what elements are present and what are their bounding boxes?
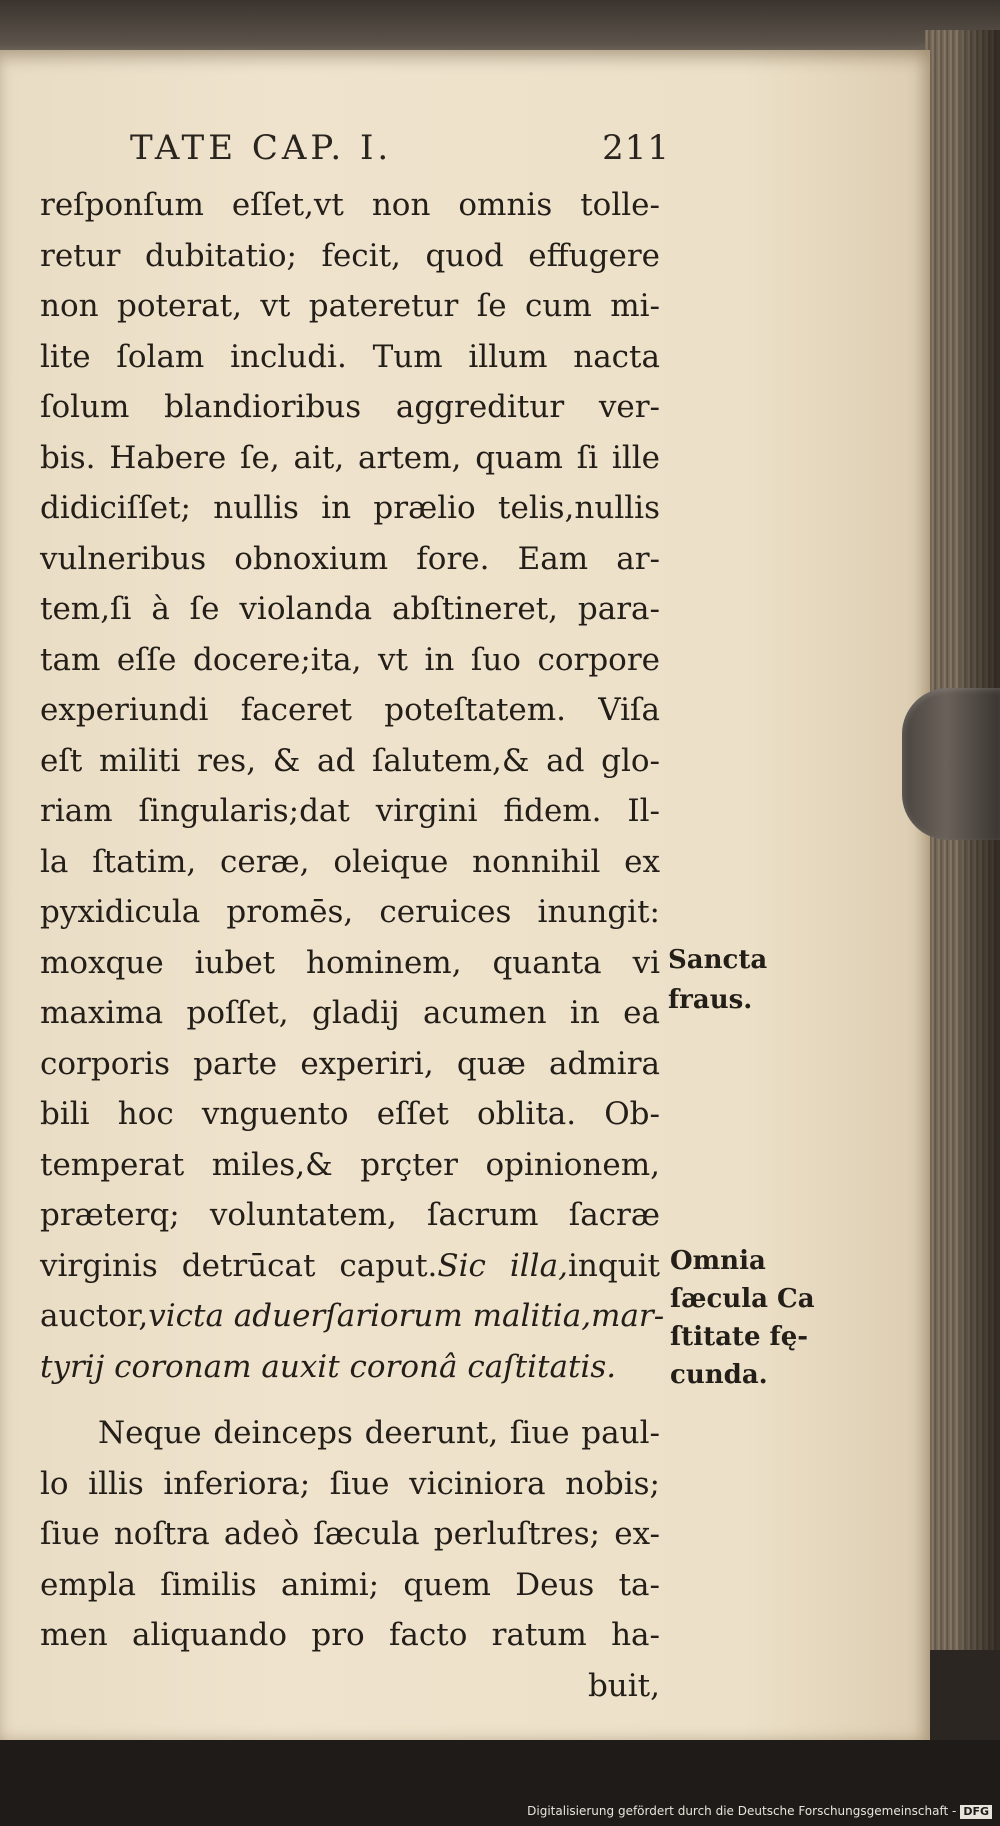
text-line: tem,ſi à ſe violanda abſtineret, para- bbox=[40, 591, 660, 627]
text-line: ſiue noſtra adeò ſæcula perluſtres; ex- bbox=[40, 1516, 660, 1552]
text-span: inquit bbox=[567, 1247, 660, 1284]
page-number: 211 bbox=[602, 128, 670, 168]
text-line: moxque iubet hominem, quanta vi bbox=[40, 944, 660, 981]
text-line: maxima poſſet, gladij acumen in ea bbox=[40, 995, 660, 1031]
page-edges-shadow bbox=[960, 30, 1000, 1650]
running-head-title: TATE CAP. I. bbox=[130, 128, 393, 168]
margin-note-line: cunda. bbox=[670, 1360, 768, 1390]
body-text bbox=[40, 180, 665, 1711]
margin-note-sancta-fraus bbox=[668, 940, 767, 1020]
credit-text: Digitalisierung gefördert durch die Deutsche Forschungsgemeinschaft - bbox=[527, 1804, 957, 1818]
text-line: retur dubitatio; fecit, quod effugere bbox=[40, 237, 660, 274]
margin-note-omnia-saecula bbox=[670, 1242, 815, 1394]
margin-note-line: ſæcula Ca bbox=[670, 1284, 815, 1314]
text-line: eſt militi res, & ad ſalutem,& ad glo- bbox=[40, 742, 660, 779]
text-line: corporis parte experiri, quæ admira bbox=[40, 1045, 660, 1082]
margin-note-line: Omnia bbox=[670, 1246, 766, 1276]
dfg-logo: DFG bbox=[960, 1805, 992, 1819]
running-head bbox=[130, 128, 670, 178]
margin-note-line: Sancta bbox=[668, 945, 768, 975]
text-line: riam ſingularis;dat virgini fidem. Il- bbox=[40, 793, 660, 829]
text-line: vulneribus obnoxium fore. Eam ar- bbox=[40, 540, 660, 577]
text-line: temperat miles,& prçter opinionem, bbox=[40, 1146, 660, 1183]
text-line-mixed bbox=[40, 1241, 660, 1292]
text-line: tam eſſe docere;ita, vt in ſuo corpore bbox=[40, 641, 660, 678]
text-line: la ſtatim, ceræ, oleique nonnihil ex bbox=[40, 843, 660, 880]
paragraph-start: Neque deinceps deerunt, ſiue paul- bbox=[98, 1415, 660, 1451]
margin-note-line: fraus. bbox=[668, 985, 753, 1015]
text-line: didiciſſet; nullis in prælio telis,nullis bbox=[40, 490, 660, 526]
text-line: bili hoc vnguento eſſet oblita. Ob- bbox=[40, 1096, 660, 1132]
text-line: pyxidicula promēs, ceruices inungit: bbox=[40, 894, 660, 930]
text-line: empla ſimilis animi; quem Deus ta- bbox=[40, 1566, 660, 1603]
margin-note-line: ſtitate fę- bbox=[670, 1322, 809, 1352]
italic-span: victa aduerſariorum malitia,mar- bbox=[148, 1298, 665, 1334]
text-line: lo illis inferiora; ſiue viciniora nobis; bbox=[40, 1465, 660, 1502]
text-span: auctor, bbox=[40, 1298, 149, 1334]
book-clasp bbox=[902, 688, 1000, 840]
text-line-mixed bbox=[40, 1291, 665, 1342]
text-line-italic: tyrij coronam auxit coronâ caſtitatis. bbox=[40, 1348, 617, 1385]
text-line: non poterat, vt pateretur ſe cum mi- bbox=[40, 288, 660, 324]
text-line: ſolum blandioribus aggreditur ver- bbox=[40, 389, 660, 425]
text-line: præterq; voluntatem, ſacrum ſacræ bbox=[40, 1197, 660, 1233]
text-span: virginis detrūcat caput. bbox=[40, 1247, 438, 1284]
text-line: reſponſum eſſet,vt non omnis tolle- bbox=[40, 187, 660, 223]
catchword: buit, bbox=[587, 1667, 660, 1704]
text-line: lite ſolam includi. Tum illum nacta bbox=[40, 338, 660, 375]
digitization-credit bbox=[527, 1804, 992, 1819]
italic-span: Sic illa, bbox=[437, 1247, 568, 1284]
text-line: bis. Habere ſe, ait, artem, quam ſi ille bbox=[40, 439, 660, 476]
text-line: experiundi faceret poteſtatem. Viſa bbox=[40, 692, 660, 728]
text-line: men aliquando pro facto ratum ha- bbox=[40, 1617, 660, 1653]
